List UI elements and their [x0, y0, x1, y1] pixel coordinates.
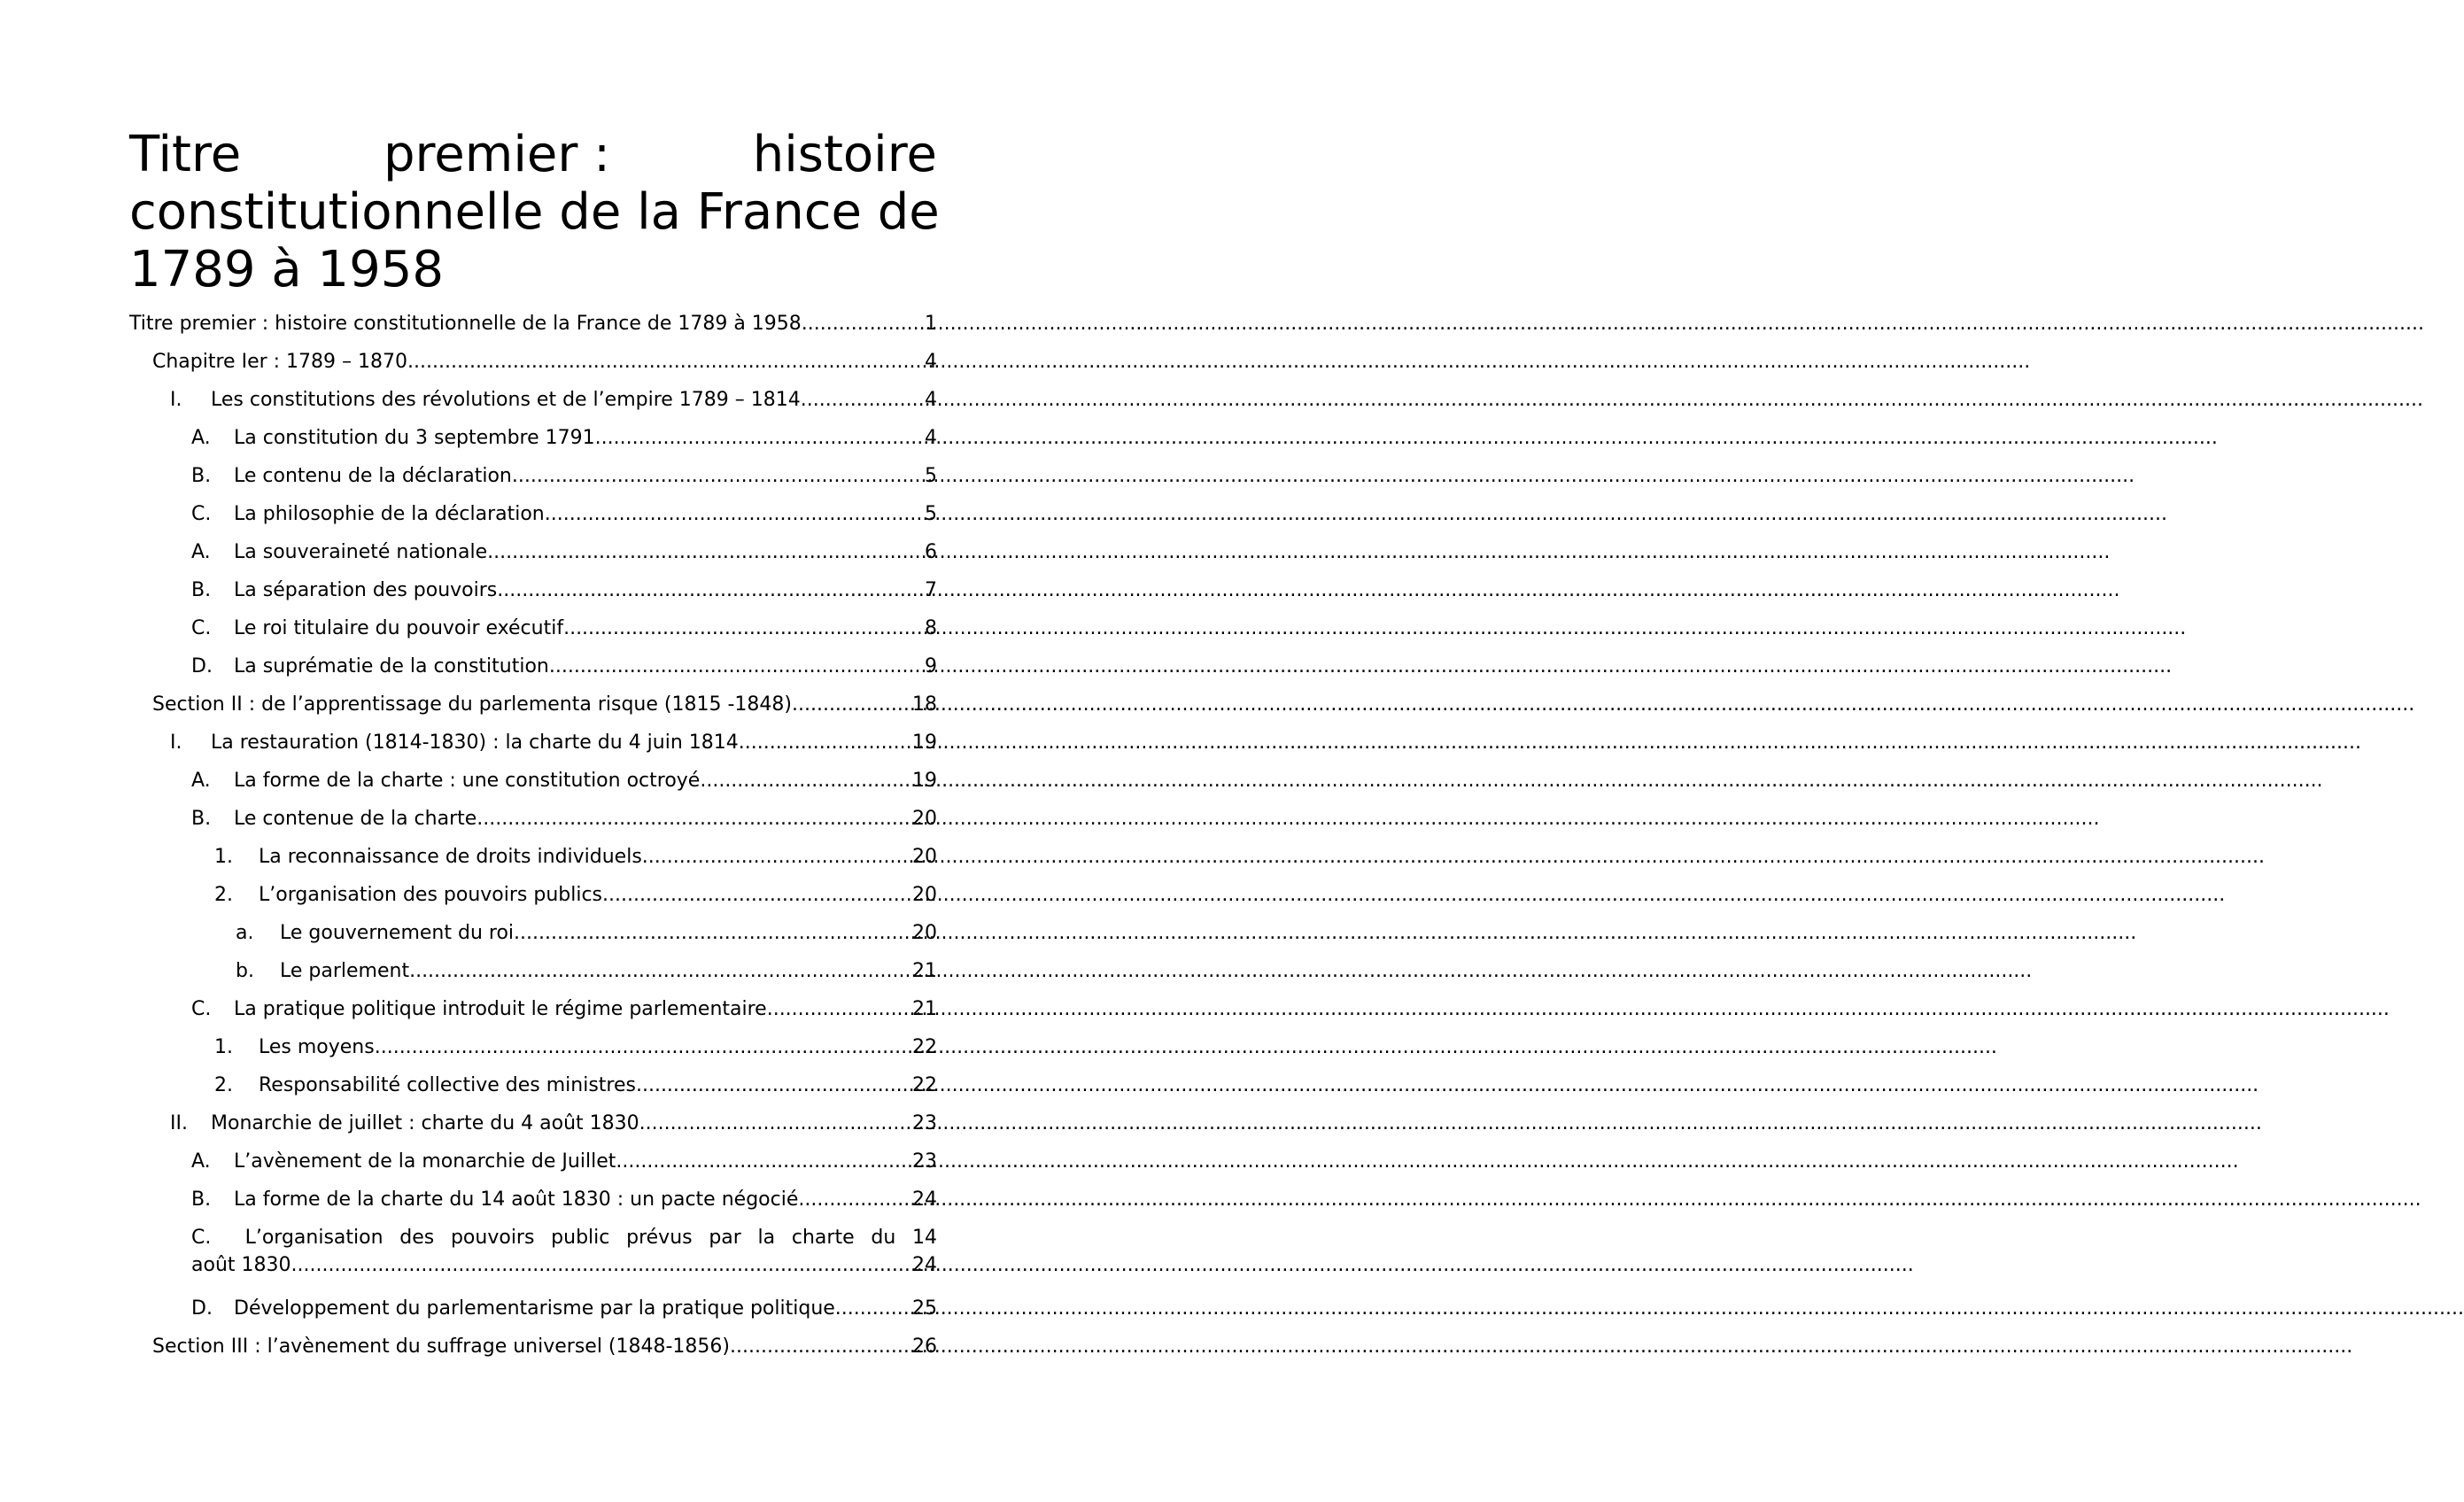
- toc-entry-number: a.: [236, 922, 254, 944]
- toc-entry-text: L’avènement de la monarchie de Juillet: [234, 1150, 616, 1173]
- toc-entry[interactable]: [129, 305, 937, 343]
- toc-entry[interactable]: [129, 609, 937, 647]
- toc-entry[interactable]: [129, 1104, 937, 1142]
- toc-entry[interactable]: [129, 1289, 937, 1328]
- toc-page-number: 24: [912, 1254, 937, 1276]
- toc-page-number: 18: [912, 693, 937, 716]
- title-word: histoire: [752, 126, 937, 183]
- toc-page-number: 20: [912, 884, 937, 906]
- document-page: [0, 0, 1063, 1502]
- toc-entry-number: D.: [191, 1297, 213, 1320]
- toc-entry-text: La pratique politique introduit le régime parlementaire: [234, 998, 767, 1020]
- toc-page-number: 6: [925, 541, 937, 563]
- toc-leader-dots: [792, 685, 912, 724]
- toc-page-number: 19: [912, 770, 937, 792]
- toc-entry-text: Section II : de l’apprentissage du parlementa risque (1815 -1848): [152, 693, 792, 716]
- toc-entry-text: La philosophie de la déclaration: [234, 503, 545, 525]
- toc-entry-line: [191, 1251, 937, 1279]
- toc-entry[interactable]: [129, 1219, 937, 1289]
- toc-page-number: 19: [912, 732, 937, 754]
- toc-entry-text: Monarchie de juillet : charte du 4 août 1830: [211, 1112, 639, 1134]
- toc-page-number: 8: [925, 617, 937, 639]
- toc-entry-text: Les moyens: [259, 1036, 375, 1058]
- toc-page-number: 20: [912, 846, 937, 868]
- toc-entry[interactable]: [129, 800, 937, 838]
- toc-entry-number: I.: [170, 389, 182, 411]
- toc-entry-text: Le parlement: [280, 960, 410, 982]
- toc-entry-text: Le gouvernement du roi: [280, 922, 515, 944]
- toc-leader-dots: [739, 724, 912, 762]
- toc-entry[interactable]: [129, 343, 937, 381]
- toc-leader-dots: [409, 952, 912, 990]
- toc-entry-text: La reconnaissance de droits individuels: [259, 846, 642, 868]
- toc-page-number: 5: [925, 465, 937, 487]
- toc-entry[interactable]: [129, 457, 937, 495]
- toc-entry-text: Section III : l’avènement du suffrage universel (1848-1856): [152, 1336, 731, 1358]
- toc-page-number: 23: [912, 1150, 937, 1173]
- toc-entry-number: C.: [191, 617, 212, 639]
- title-line-2: constitutionnelle de la France de: [129, 183, 940, 241]
- toc-entry-text: La séparation des pouvoirs: [234, 579, 498, 601]
- toc-entry-text: Le contenu de la déclaration: [234, 465, 512, 487]
- toc-entry[interactable]: [129, 914, 937, 952]
- toc-entry-text: Développement du parlementarisme par la pratique politique.: [234, 1297, 841, 1320]
- toc-entry-number: C.: [191, 1227, 212, 1249]
- toc-page-number: 4: [925, 351, 937, 373]
- toc-leader-dots: [497, 571, 925, 609]
- toc-leader-dots: [730, 1328, 912, 1366]
- toc-entry[interactable]: [129, 685, 937, 724]
- toc-entry[interactable]: [129, 876, 937, 914]
- toc-entry[interactable]: [129, 571, 937, 609]
- toc-entry[interactable]: [129, 762, 937, 800]
- toc-leader-dots: [700, 762, 912, 800]
- document-title: [129, 126, 940, 298]
- toc-entry-number: 1.: [214, 846, 233, 868]
- toc-entry-text: La souveraineté nationale: [234, 541, 488, 563]
- toc-page-number: 20: [912, 808, 937, 830]
- toc-entry[interactable]: [129, 1066, 937, 1104]
- toc-leader-dots: [798, 1181, 912, 1219]
- title-word: premier :: [383, 126, 611, 183]
- toc-page-number: 5: [925, 503, 937, 525]
- toc-entry-number: B.: [191, 465, 212, 487]
- toc-entry-text: La forme de la charte : une constitution octroyé: [234, 770, 701, 792]
- toc-entry-text: Les constitutions des révolutions et de l’empire 1789 – 1814: [211, 389, 801, 411]
- toc-page-number: 9: [925, 655, 937, 677]
- toc-entry-number: II.: [170, 1112, 188, 1134]
- toc-entry-text: Le contenue de la charte: [234, 808, 477, 830]
- toc-page-number: 4: [925, 389, 937, 411]
- toc-entry-number: B.: [191, 1188, 212, 1211]
- toc-entry-text: Responsabilité collective des ministres: [259, 1074, 636, 1096]
- toc-entry[interactable]: [129, 990, 937, 1028]
- toc-leader-dots: [639, 1104, 912, 1142]
- toc-leader-dots: [802, 305, 925, 343]
- toc-entry-text: Titre premier : histoire constitutionnelle de la France de 1789 à 1958: [129, 313, 802, 335]
- toc-page-number: 26: [912, 1336, 937, 1358]
- toc-entry-number: A.: [191, 770, 211, 792]
- toc-leader-dots: [642, 838, 912, 876]
- toc-leader-dots: [477, 800, 912, 838]
- toc-leader-dots: [375, 1028, 912, 1066]
- toc-entry-number: I.: [170, 732, 182, 754]
- toc-leader-dots: [616, 1142, 912, 1181]
- toc-leader-dots: [407, 343, 925, 381]
- toc-entry[interactable]: [129, 952, 937, 990]
- toc-page-number: 23: [912, 1112, 937, 1134]
- toc-leader-dots: [545, 495, 925, 533]
- toc-entry-line: [191, 1224, 937, 1251]
- toc-leader-dots: [602, 876, 912, 914]
- toc-entry-number: 1.: [214, 1036, 233, 1058]
- toc-leader-dots: [514, 914, 912, 952]
- toc-page-number: 7: [925, 579, 937, 601]
- toc-page-number: 25: [912, 1297, 937, 1320]
- toc-entry-text: Le roi titulaire du pouvoir exécutif: [234, 617, 564, 639]
- toc-entry-number: C.: [191, 503, 212, 525]
- toc-entry-text: Chapitre Ier : 1789 – 1870: [152, 351, 408, 373]
- toc-entry[interactable]: [129, 533, 937, 571]
- title-line-1: [129, 126, 937, 183]
- toc-entry-text: août 1830: [191, 1254, 291, 1276]
- toc-page-number: 22: [912, 1074, 937, 1096]
- toc-leader-dots: [595, 419, 925, 457]
- toc-page-number: 4: [925, 427, 937, 449]
- toc-entry-number: 2.: [214, 884, 233, 906]
- toc-leader-dots: [512, 457, 925, 495]
- toc-entry[interactable]: [129, 724, 937, 762]
- toc-entry-text: La forme de la charte du 14 août 1830 : un pacte négocié: [234, 1188, 799, 1211]
- toc-entry[interactable]: [129, 1328, 937, 1366]
- toc-entry-number: C.: [191, 998, 212, 1020]
- toc-page-number: 24: [912, 1188, 937, 1211]
- toc-page-number: 20: [912, 922, 937, 944]
- toc-leader-dots: [636, 1066, 912, 1104]
- toc-page-number: 21: [912, 960, 937, 982]
- toc-leader-dots: [841, 1289, 912, 1328]
- toc-entry-text: L’organisation des pouvoirs publics: [259, 884, 603, 906]
- toc-leader-dots: [549, 647, 925, 685]
- toc-entry-number: A.: [191, 427, 211, 449]
- toc-entry[interactable]: [129, 1142, 937, 1181]
- toc-entry[interactable]: [129, 1181, 937, 1219]
- toc-leader-dots: [291, 1251, 913, 1279]
- toc-leader-dots: [801, 381, 925, 419]
- toc-entry-number: B.: [191, 579, 212, 601]
- toc-entry-number: B.: [191, 808, 212, 830]
- title-line-3: 1789 à 1958: [129, 241, 444, 298]
- toc-page-number: 22: [912, 1036, 937, 1058]
- toc-leader-dots: [487, 533, 925, 571]
- title-word: Titre: [129, 126, 242, 183]
- toc-leader-dots: [563, 609, 925, 647]
- toc-page-number: 21: [912, 998, 937, 1020]
- toc-entry-number: A.: [191, 541, 211, 563]
- toc-entry-number: D.: [191, 655, 213, 677]
- toc-entry-text: L’organisation des pouvoirs public prévus par la charte du 14: [244, 1227, 937, 1249]
- toc-entry[interactable]: [129, 838, 937, 876]
- toc-entry-text: La suprématie de la constitution: [234, 655, 549, 677]
- toc-entry-text: La restauration (1814-1830) : la charte du 4 juin 1814: [211, 732, 739, 754]
- toc-entry-number: A.: [191, 1150, 211, 1173]
- toc-entry[interactable]: [129, 419, 937, 457]
- toc-entry-number: 2.: [214, 1074, 233, 1096]
- toc-entry[interactable]: [129, 495, 937, 533]
- toc-entry[interactable]: [129, 381, 937, 419]
- table-of-contents: [129, 305, 937, 1366]
- toc-entry[interactable]: [129, 647, 937, 685]
- toc-entry-text: La constitution du 3 septembre 1791: [234, 427, 595, 449]
- toc-entry[interactable]: [129, 1028, 937, 1066]
- toc-page-number: 1: [925, 313, 937, 335]
- toc-leader-dots: [767, 990, 912, 1028]
- toc-entry-number: b.: [236, 960, 254, 982]
